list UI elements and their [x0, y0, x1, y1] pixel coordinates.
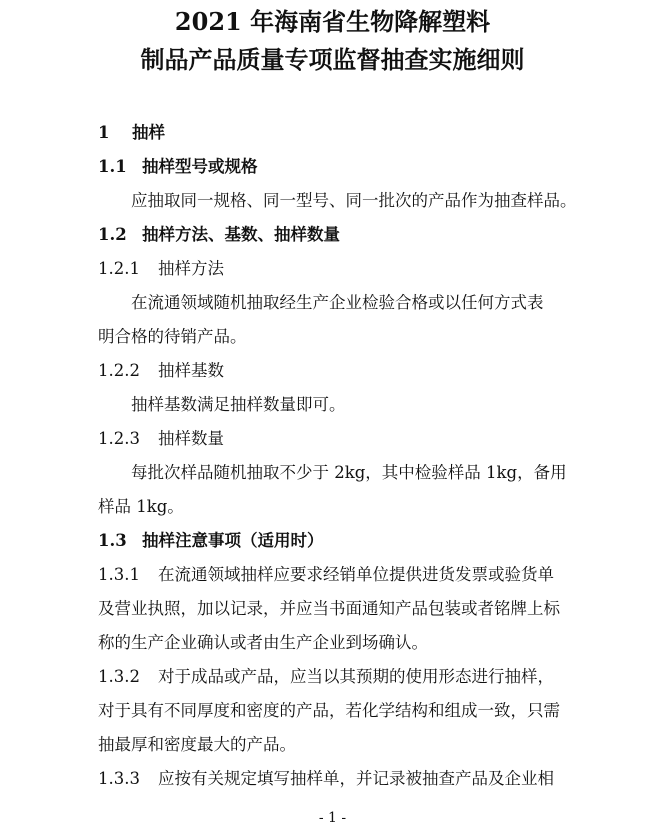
section-label: 抽样注意事项（适用时） — [142, 531, 324, 550]
section-1-3-heading — [98, 530, 324, 552]
section-label: 抽样 — [132, 123, 165, 142]
paragraph-text: 在流通领域抽样应要求经销单位提供进货发票或验货单 — [158, 565, 554, 584]
paragraph-1-3-2-line-2: 对于具有不同厚度和密度的产品，若化学结构和组成一致，只需 — [98, 701, 560, 720]
section-1-heading — [98, 122, 165, 144]
section-1-1-heading — [98, 156, 258, 178]
paragraph-1-2-2: 抽样基数满足抽样数量即可。 — [131, 395, 346, 414]
section-1-2-heading — [98, 224, 340, 246]
section-number: 1.2.3 — [98, 429, 140, 448]
paragraph-1-2-1-line-1: 在流通领域随机抽取经生产企业检验合格或以任何方式表 — [131, 293, 544, 312]
section-number: 1.2.1 — [98, 259, 140, 278]
document-title-line-2: 制品产品质量专项监督抽查实施细则 — [140, 45, 525, 74]
section-1-2-3-heading — [98, 428, 224, 450]
section-label: 抽样型号或规格 — [142, 157, 258, 176]
paragraph-1-2-1-line-2: 明合格的待销产品。 — [98, 327, 247, 346]
paragraph-1-1: 应抽取同一规格、同一型号、同一批次的产品作为抽查样品。 — [131, 191, 577, 210]
document-title-line-1: 2021 年海南省生物降解塑料 — [174, 7, 491, 36]
section-number: 1.3.3 — [98, 769, 140, 788]
paragraph-1-2-3-line-2: 样品 1kg。 — [98, 497, 184, 516]
section-number: 1.3.1 — [98, 565, 140, 584]
section-1-2-1-heading — [98, 258, 224, 280]
paragraph-1-3-2-line-1 — [98, 666, 554, 688]
section-label: 抽样基数 — [158, 361, 224, 380]
section-label: 抽样数量 — [158, 429, 224, 448]
paragraph-1-3-1-line-1 — [98, 564, 554, 586]
section-number: 1.2.2 — [98, 361, 140, 380]
section-number: 1.1 — [98, 157, 127, 176]
paragraph-1-2-3-line-1: 每批次样品随机抽取不少于 2kg，其中检验样品 1kg，备用 — [131, 463, 567, 482]
paragraph-1-3-3-line-1 — [98, 768, 554, 790]
section-label: 抽样方法 — [158, 259, 224, 278]
paragraph-1-3-1-line-3: 称的生产企业确认或者由生产企业到场确认。 — [98, 633, 428, 652]
paragraph-text: 应按有关规定填写抽样单，并记录被抽查产品及企业相 — [158, 769, 554, 788]
section-label: 抽样方法、基数、抽样数量 — [142, 225, 340, 244]
page-number: - 1 - — [318, 810, 347, 826]
paragraph-1-3-1-line-2: 及营业执照，加以记录，并应当书面通知产品包装或者铭牌上标 — [98, 599, 560, 618]
section-number: 1 — [98, 123, 110, 142]
section-number: 1.3 — [98, 531, 127, 550]
paragraph-1-3-2-line-3: 抽最厚和密度最大的产品。 — [98, 735, 296, 754]
section-number: 1.3.2 — [98, 667, 140, 686]
paragraph-text: 对于成品或产品，应当以其预期的使用形态进行抽样， — [158, 667, 554, 686]
section-number: 1.2 — [98, 225, 127, 244]
section-1-2-2-heading — [98, 360, 224, 382]
